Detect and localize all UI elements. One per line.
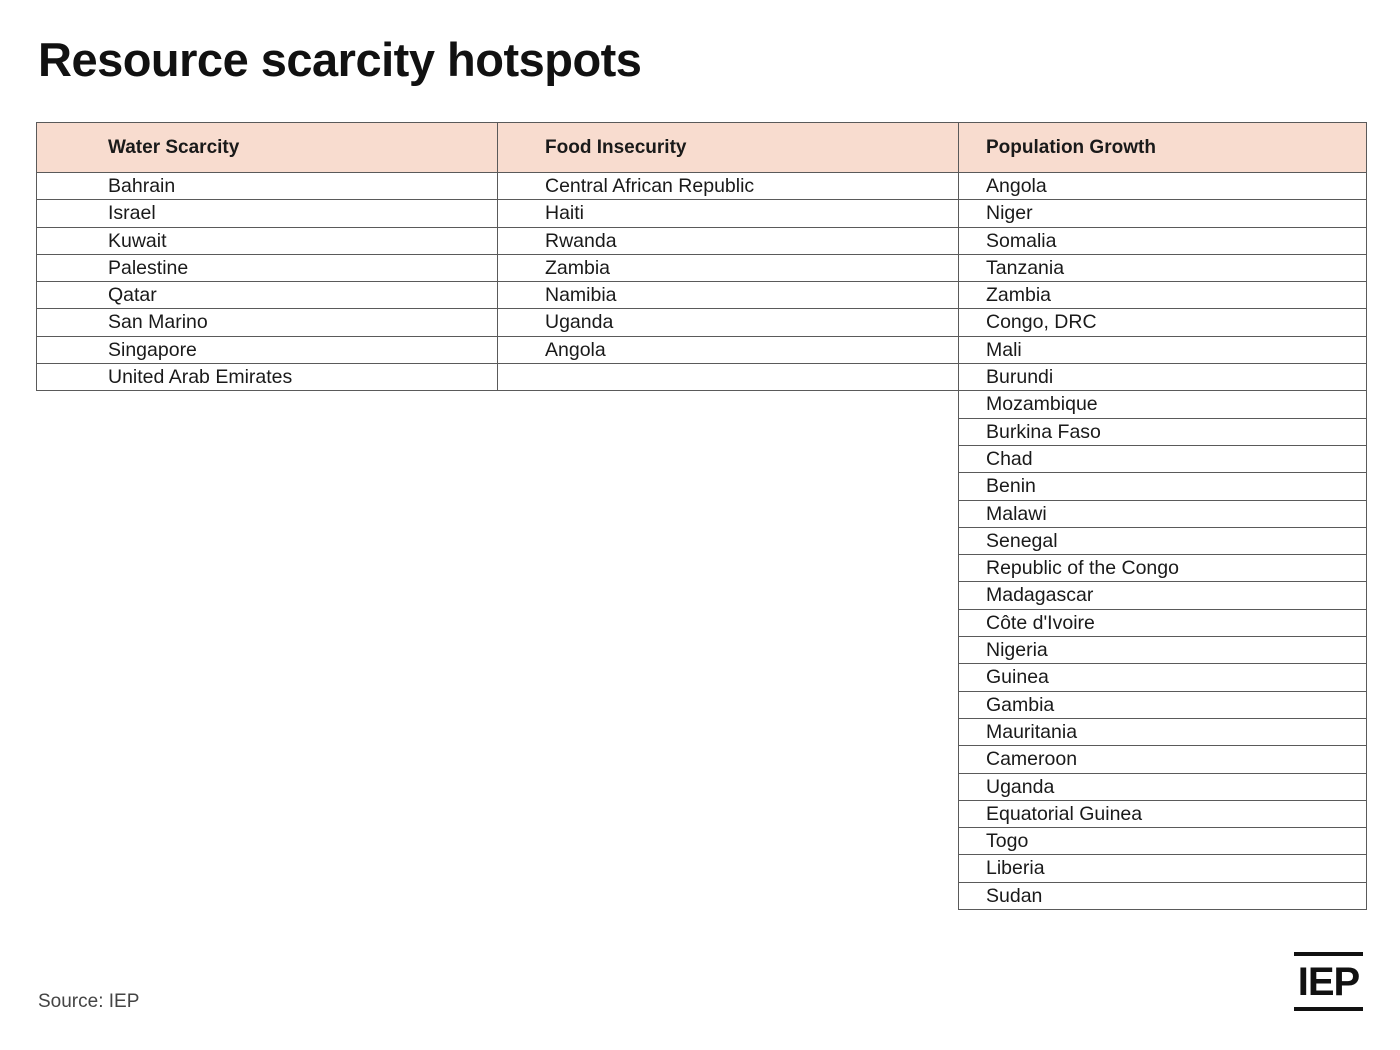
population-growth-item: Malawi (959, 501, 1366, 528)
food-insecurity-item: Central African Republic (498, 173, 958, 200)
population-growth-item: Somalia (959, 228, 1366, 255)
food-insecurity-item: Angola (498, 337, 958, 364)
food-insecurity-item: Rwanda (498, 228, 958, 255)
water-scarcity-item: Israel (37, 200, 497, 227)
food-insecurity-item (498, 364, 958, 391)
population-growth-item: Sudan (959, 883, 1366, 910)
logo-text: IEP (1297, 960, 1360, 1004)
page-title: Resource scarcity hotspots (38, 33, 642, 86)
water-scarcity-item: Kuwait (37, 228, 497, 255)
water-scarcity-column (36, 122, 497, 391)
food-insecurity-item: Namibia (498, 282, 958, 309)
population-growth-item: Togo (959, 828, 1366, 855)
water-scarcity-item: Qatar (37, 282, 497, 309)
population-growth-item: Guinea (959, 664, 1366, 691)
water-scarcity-item: United Arab Emirates (37, 364, 497, 391)
population-growth-item: Nigeria (959, 637, 1366, 664)
population-growth-item: Gambia (959, 692, 1366, 719)
population-growth-item: Chad (959, 446, 1366, 473)
water-scarcity-header: Water Scarcity (37, 122, 497, 173)
population-growth-item: Benin (959, 473, 1366, 500)
population-growth-item: Burkina Faso (959, 419, 1366, 446)
population-growth-item: Congo, DRC (959, 309, 1366, 336)
food-insecurity-header: Food Insecurity (498, 122, 958, 173)
population-growth-item: Niger (959, 200, 1366, 227)
population-growth-header: Population Growth (959, 122, 1366, 173)
population-growth-item: Mozambique (959, 391, 1366, 418)
population-growth-item: Côte d'Ivoire (959, 610, 1366, 637)
population-growth-item: Zambia (959, 282, 1366, 309)
population-growth-item: Mauritania (959, 719, 1366, 746)
food-insecurity-item: Haiti (498, 200, 958, 227)
population-growth-item: Mali (959, 337, 1366, 364)
population-growth-item: Tanzania (959, 255, 1366, 282)
food-insecurity-column (497, 122, 958, 391)
population-growth-item: Uganda (959, 774, 1366, 801)
iep-logo (1294, 952, 1363, 1012)
population-growth-item: Burundi (959, 364, 1366, 391)
population-growth-item: Senegal (959, 528, 1366, 555)
water-scarcity-item: San Marino (37, 309, 497, 336)
population-growth-item: Republic of the Congo (959, 555, 1366, 582)
population-growth-column (958, 122, 1367, 910)
population-growth-item: Angola (959, 173, 1366, 200)
water-scarcity-item: Bahrain (37, 173, 497, 200)
logo-top-bar (1294, 952, 1363, 956)
source-note: Source: IEP (38, 991, 140, 1012)
logo-bottom-bar (1294, 1007, 1363, 1011)
population-growth-item: Cameroon (959, 746, 1366, 773)
population-growth-item: Liberia (959, 855, 1366, 882)
food-insecurity-item: Zambia (498, 255, 958, 282)
population-growth-item: Madagascar (959, 582, 1366, 609)
food-insecurity-item: Uganda (498, 309, 958, 336)
water-scarcity-item: Singapore (37, 337, 497, 364)
population-growth-item: Equatorial Guinea (959, 801, 1366, 828)
water-scarcity-item: Palestine (37, 255, 497, 282)
